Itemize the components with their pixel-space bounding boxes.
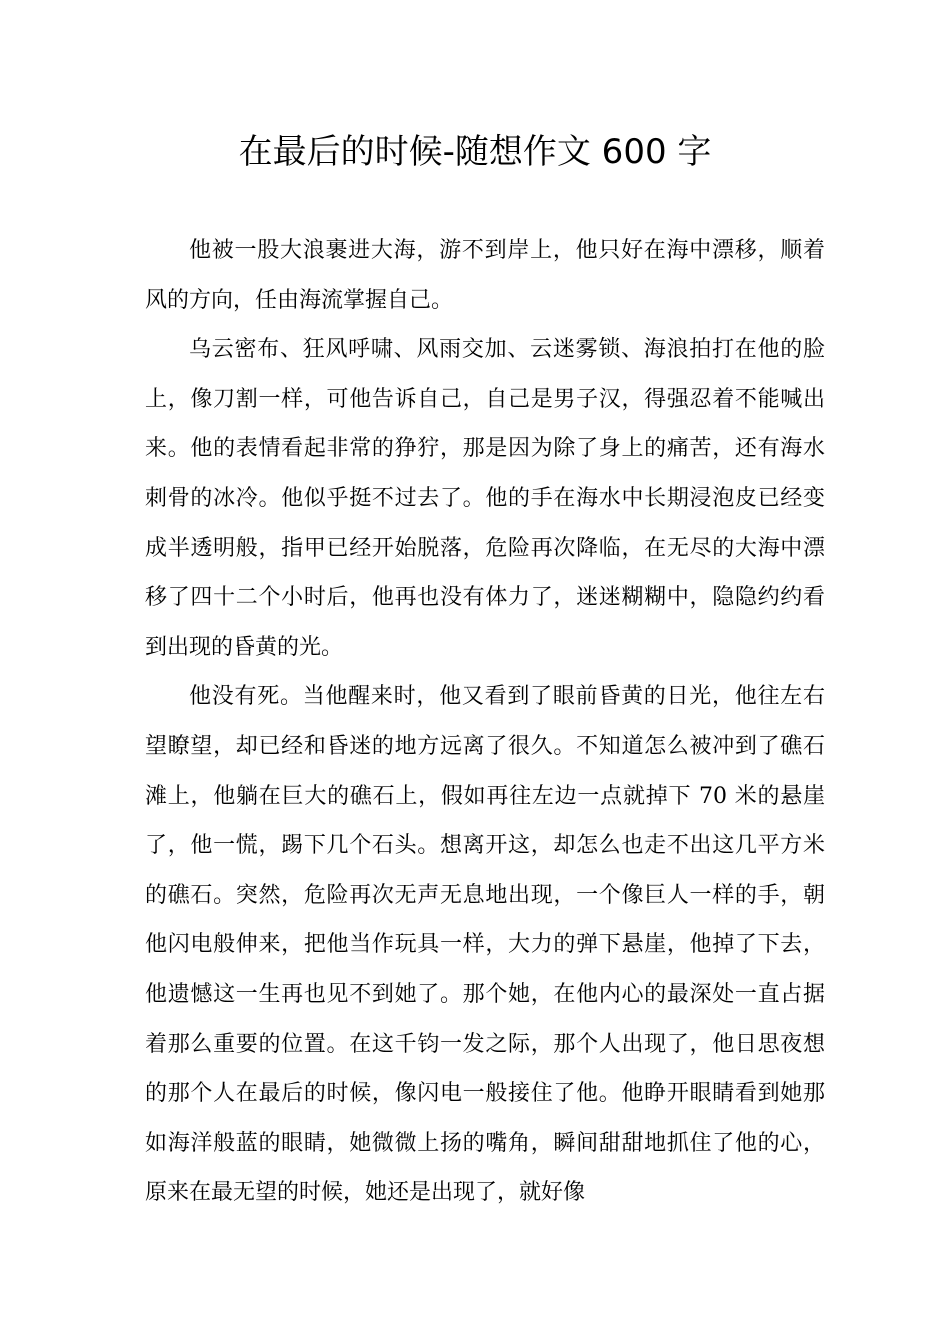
paragraph-3: 他没有死。当他醒来时，他又看到了眼前昏黄的日光，他往左右望瞭望，却已经和昏迷的地方远离了很久。不知道怎么被冲到了礁石滩上，他躺在巨大的礁石上，假如再往左边一点就掉下 70 米的悬崖了，他一慌，踢下几个石头。想离开这，却怎么也走不出这几平方米的礁石。突然，危险再次无声无息地出现，一个像巨人一样的手，朝他闪电般伸来，把他当作玩具一样，大力的弹下悬崖，他掉了下去，他遗憾这一生再也见不到她了。那个她，在他内心的最深处一直占据着那么重要的位置。在这千钧一发之际，那个人出现了，他日思夜想的那个人在最后的时候，像闪电一般接住了他。他睁开眼睛看到她那如海洋般蓝的眼睛，她微微上扬的嘴角，瞬间甜甜地抓住了他的心，原来在最无望的时候，她还是出现了，就好像 — [145, 684, 825, 1206]
paragraph-1: 他被一股大浪裹进大海，游不到岸上，他只好在海中漂移，顺着风的方向，任由海流掌握自己。 — [145, 238, 825, 313]
document-body — [145, 226, 825, 1218]
document-title: 在最后的时候-随想作文 600 字 — [238, 132, 712, 172]
paragraph-2: 乌云密布、狂风呼啸、风雨交加、云迷雾锁、海浪拍打在他的脸上，像刀割一样，可他告诉自己，自己是男子汉，得强忍着不能喊出来。他的表情看起非常的狰狞，那是因为除了身上的痛苦，还有海水刺骨的冰冷。他似乎挺不过去了。他的手在海水中长期浸泡皮已经变成半透明般，指甲已经开始脱落，危险再次降临，在无尽的大海中漂移了四十二个小时后，他再也没有体力了，迷迷糊糊中，隐隐约约看到出现的昏黄的光。 — [145, 337, 825, 660]
